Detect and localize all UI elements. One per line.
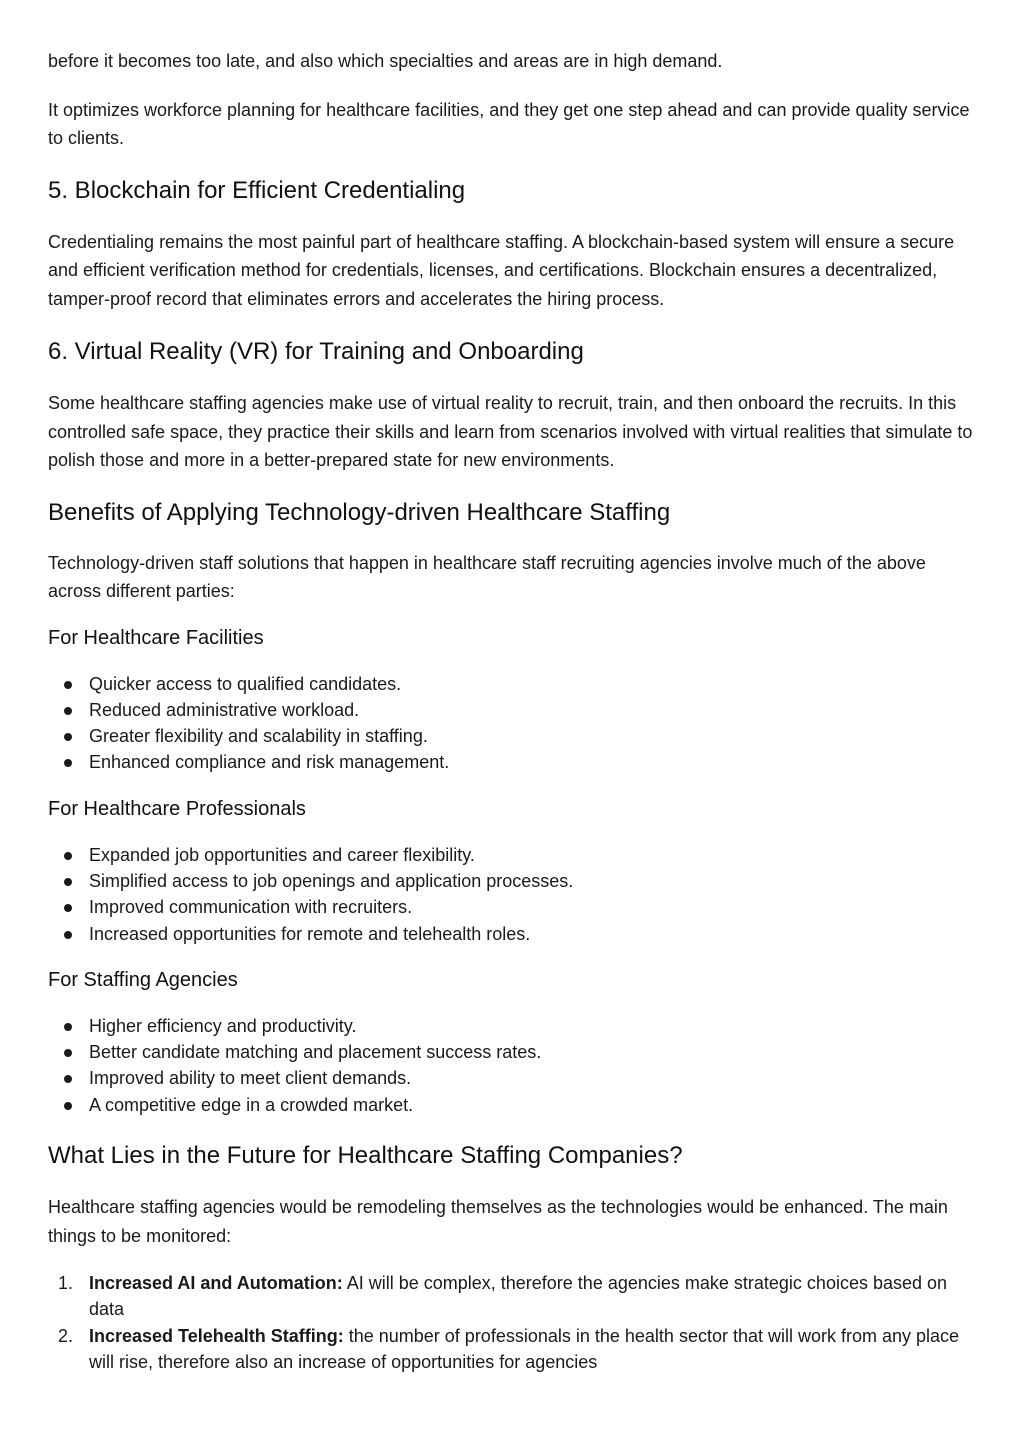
section-5-heading: 5. Blockchain for Efficient Credentialing: [48, 176, 466, 204]
list-item: [48, 697, 976, 723]
list-item: [48, 1270, 976, 1323]
list-item-text: A competitive edge in a crowded market.: [89, 1094, 414, 1115]
list-item: [48, 842, 976, 868]
bullet-icon: [64, 1075, 72, 1083]
bullet-icon: [64, 1049, 72, 1057]
list-item-text: Higher efficiency and productivity.: [89, 1015, 357, 1036]
bullet-icon: [64, 681, 72, 689]
list-item: [48, 921, 976, 947]
list-item: [48, 1092, 976, 1118]
benefits-heading: Benefits of Applying Technology-driven Healthcare Staffing: [48, 498, 671, 526]
bullet-icon: [64, 904, 72, 912]
bullet-icon: [64, 707, 72, 715]
list-item-text: AI will be complex, therefore the agencies make strategic choices based on data: [89, 1273, 948, 1320]
list-item: [48, 1065, 976, 1091]
list-item-text: Increased opportunities for remote and telehealth roles.: [89, 923, 531, 944]
list-item-text: Reduced administrative workload.: [89, 699, 360, 720]
list-item-text: Quicker access to qualified candidates.: [89, 673, 402, 694]
list-item-title: Increased Telehealth Staffing:: [89, 1325, 344, 1346]
list-item: [48, 1039, 976, 1065]
benefits-intro: Technology-driven staff solutions that happen in healthcare staff recruiting agencies involve much of the above across different parties:: [48, 552, 926, 601]
future-heading: What Lies in the Future for Healthcare Staffing Companies?: [48, 1142, 683, 1170]
agencies-list: [48, 1013, 976, 1118]
bullet-icon: [64, 1023, 72, 1031]
list-item: [48, 894, 976, 920]
list-item-text: Better candidate matching and placement success rates.: [89, 1042, 542, 1063]
intro-paragraph-2: It optimizes workforce planning for healthcare facilities, and they get one step ahead and can provide quality service to clients.: [48, 99, 970, 148]
bullet-icon: [64, 733, 72, 741]
section-5-body: Credentialing remains the most painful part of healthcare staffing. A blockchain-based system will ensure a secure and efficient verification method for credentials, licenses, and certifications. Blockchain ensures a decentralized, tamper-proof record that eliminates errors and accelerates the hiring process.: [48, 231, 955, 309]
list-number: 2.: [58, 1325, 74, 1346]
professionals-heading: For Healthcare Professionals: [48, 797, 306, 820]
agencies-heading: For Staffing Agencies: [48, 968, 238, 991]
list-item-text: Expanded job opportunities and career flexibility.: [89, 844, 475, 865]
section-6-heading: 6. Virtual Reality (VR) for Training and Onboarding: [48, 338, 584, 365]
future-intro: Healthcare staffing agencies would be remodeling themselves as the technologies would be enhanced. The main things to be monitored:: [48, 1197, 948, 1246]
facilities-list: [48, 671, 976, 776]
future-list: [48, 1270, 976, 1375]
document-page: [48, 47, 976, 1375]
list-item-text: Improved communication with recruiters.: [89, 897, 413, 918]
list-item: [48, 1013, 976, 1039]
bullet-icon: [64, 852, 72, 860]
list-item: [48, 723, 976, 749]
list-item-text: Greater flexibility and scalability in staffing.: [89, 726, 428, 747]
section-6-body: Some healthcare staffing agencies make use of virtual reality to recruit, train, and then onboard the recruits. In this controlled safe space, they practice their skills and learn from scenarios involved with virtual realities that simulate to polish those and more in a better-prepared state for new environments.: [48, 393, 973, 470]
list-item: [48, 671, 976, 697]
list-item-text: Improved ability to meet client demands.: [89, 1068, 412, 1089]
professionals-list: [48, 842, 976, 947]
list-item-title: Increased AI and Automation:: [89, 1273, 343, 1294]
list-item: [48, 1323, 976, 1376]
facilities-heading: For Healthcare Facilities: [48, 626, 264, 649]
bullet-icon: [64, 759, 72, 767]
bullet-icon: [64, 931, 72, 939]
bullet-icon: [64, 1102, 72, 1110]
list-item-text: Simplified access to job openings and application processes.: [89, 870, 574, 891]
bullet-icon: [64, 878, 72, 886]
list-item-text: the number of professionals in the health sector that will work from any place will rise, therefore also an increase of opportunities for agencies: [89, 1325, 960, 1372]
list-number: 1.: [58, 1273, 74, 1294]
list-item: [48, 749, 976, 775]
list-item-text: Enhanced compliance and risk management.: [89, 752, 450, 773]
list-item: [48, 868, 976, 894]
intro-paragraph-1: before it becomes too late, and also which specialties and areas are in high demand.: [48, 51, 723, 71]
